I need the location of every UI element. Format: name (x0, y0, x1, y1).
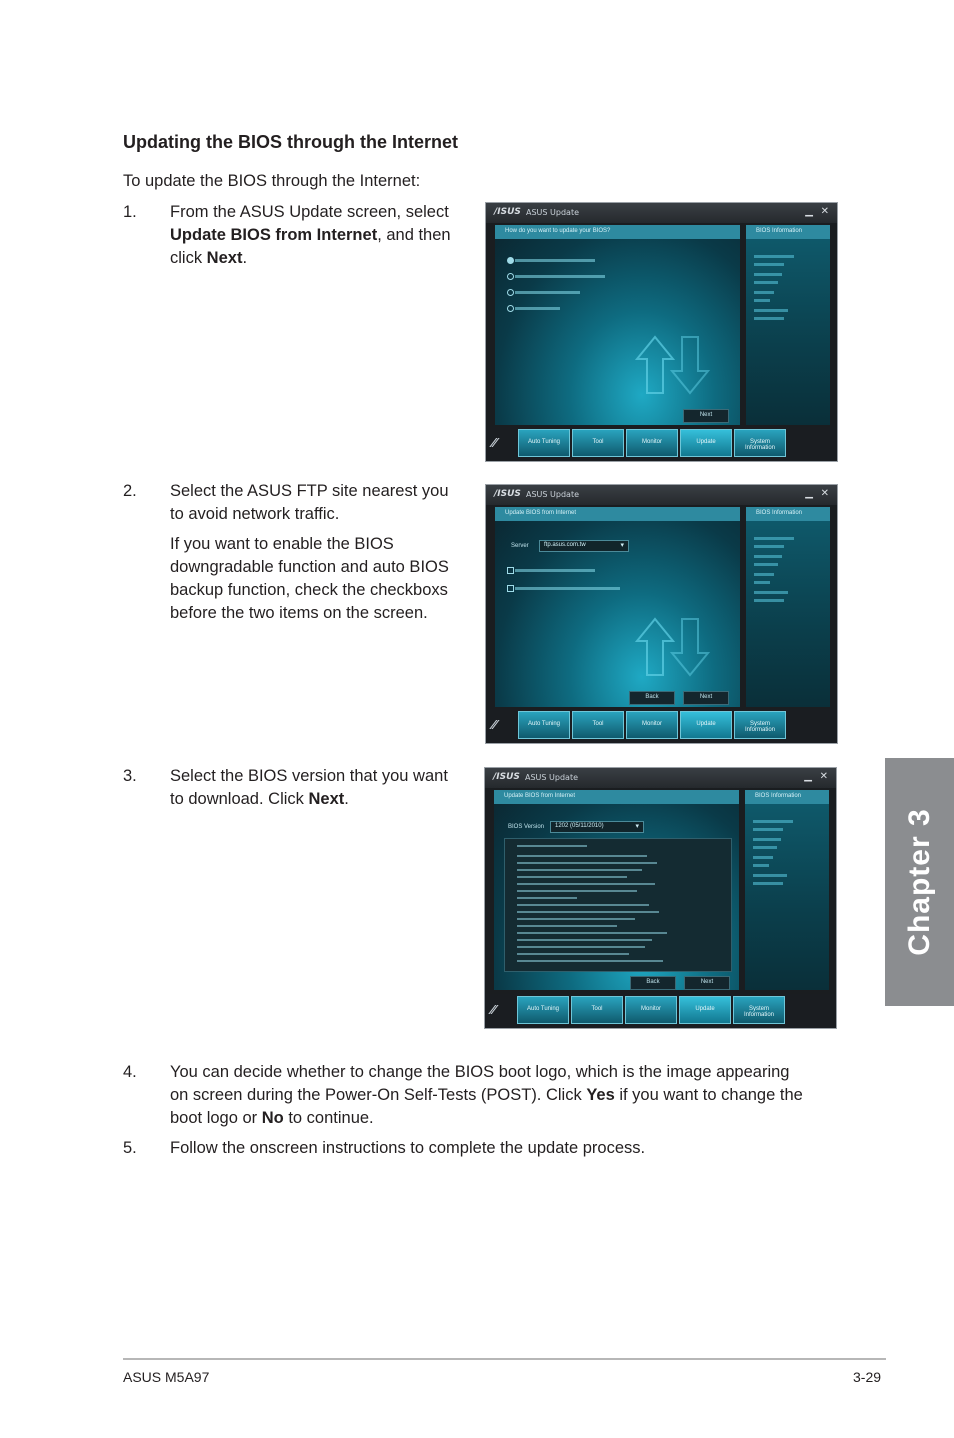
step-2-extra-line-4: before the two items on the screen. (170, 604, 428, 622)
notes-line (517, 925, 617, 927)
next-button-label: Next (700, 979, 714, 985)
step-1-bold-next: Next (206, 249, 243, 267)
window-title: ASUS Update (526, 490, 579, 499)
bios-info-header-text: BIOS Information (756, 228, 803, 234)
info-line (754, 591, 788, 594)
checkbox-auto-backup[interactable] (507, 585, 514, 592)
asus-logo: /ISUS (494, 489, 521, 499)
info-line (754, 281, 778, 284)
update-arrows-icon (635, 615, 715, 681)
toolbar-grip-icon: ⁄⁄ (492, 717, 497, 732)
step-1-line-2 (170, 224, 451, 247)
main-panel-header (495, 507, 740, 521)
next-button[interactable] (684, 976, 730, 990)
bottom-toolbar (486, 427, 837, 461)
section-heading: Updating the BIOS through the Internet (123, 132, 458, 152)
notes-line (517, 855, 647, 857)
next-button-label: Next (699, 412, 713, 418)
bios-info-panel (745, 790, 829, 990)
footer-divider (123, 1358, 886, 1360)
step-4-bold-yes: Yes (586, 1086, 615, 1104)
window-title: ASUS Update (525, 773, 578, 782)
close-icon[interactable]: ✕ (819, 771, 828, 782)
toolbar-label: Tool (592, 721, 604, 727)
bios-info-panel (746, 507, 830, 707)
step-1-text (170, 201, 451, 270)
step-4-line-3-pre: boot logo or (170, 1109, 262, 1127)
toolbar-label: Auto Tuning (526, 1006, 560, 1012)
main-panel (495, 507, 740, 707)
bios-info-header (746, 507, 830, 521)
window-title: ASUS Update (526, 208, 579, 217)
info-line (754, 563, 778, 566)
toolbar-label: System Information (743, 1006, 774, 1018)
info-line (754, 555, 782, 558)
info-line (753, 864, 769, 867)
main-panel (494, 790, 739, 990)
bios-info-panel (746, 225, 830, 425)
info-line (754, 581, 770, 584)
minimize-icon[interactable]: ▁ (804, 771, 812, 782)
toolbar-label: System Information (744, 439, 775, 451)
minimize-icon[interactable]: ▁ (805, 488, 813, 499)
server-select[interactable] (539, 540, 629, 552)
step-4-line-1: You can decide whether to change the BIOS boot logo, which is the image appearing (170, 1063, 790, 1081)
step-2-extra-line-1: If you want to enable the BIOS (170, 535, 394, 553)
bottom-toolbar (486, 709, 837, 743)
toolbar-label: Tool (591, 1006, 603, 1012)
info-line (753, 874, 787, 877)
notes-line (517, 932, 667, 934)
chapter-tab (885, 758, 954, 1006)
toolbar-monitor[interactable] (625, 996, 677, 1024)
checkbox-bios-downgradable[interactable] (507, 567, 514, 574)
step-4-bold-no: No (261, 1109, 284, 1127)
bios-info-header-text: BIOS Information (756, 510, 803, 516)
info-line (753, 838, 781, 841)
option-line (515, 569, 595, 572)
close-icon[interactable]: ✕ (820, 206, 829, 217)
next-button[interactable] (683, 409, 729, 423)
notes-line (517, 953, 629, 955)
toolbar-label: Auto Tuning (527, 439, 561, 445)
toolbar-auto-tuning[interactable] (518, 711, 570, 739)
option-line (515, 259, 595, 262)
step-3-text (170, 765, 448, 811)
release-notes-box[interactable] (504, 838, 732, 972)
server-label: Server (511, 543, 529, 549)
notes-line (517, 890, 637, 892)
step-2-number: 2. (123, 482, 137, 500)
toolbar-tool[interactable] (572, 429, 624, 457)
close-icon[interactable]: ✕ (820, 488, 829, 499)
toolbar-tool[interactable] (571, 996, 623, 1024)
back-button-label: Back (646, 979, 660, 985)
info-line (753, 846, 777, 849)
info-line (754, 309, 788, 312)
toolbar-label: Auto Tuning (527, 721, 561, 727)
notes-line (517, 960, 663, 962)
info-line (753, 856, 773, 859)
step-4-line-3-post: to continue. (283, 1109, 374, 1127)
back-button[interactable] (629, 691, 675, 705)
asus-logo: /ISUS (494, 207, 521, 217)
notes-line (517, 862, 657, 864)
footer-product-name: ASUS M5A97 (123, 1369, 210, 1385)
info-line (754, 255, 794, 258)
step-3-line-2-post: . (344, 790, 349, 808)
option-line (515, 307, 560, 310)
toolbar-grip-icon: ⁄⁄ (492, 435, 497, 450)
option-line (515, 275, 605, 278)
toolbar-update[interactable] (680, 429, 732, 457)
info-line (754, 263, 784, 266)
minimize-icon[interactable]: ▁ (805, 206, 813, 217)
toolbar-system-information[interactable] (734, 711, 786, 739)
toolbar-label: System Information (744, 721, 775, 733)
window-titlebar (485, 768, 836, 788)
toolbar-system-information[interactable] (734, 429, 786, 457)
footer-page-number: 3-29 (853, 1369, 882, 1385)
toolbar-system-information[interactable] (733, 996, 785, 1024)
toolbar-label: Monitor (641, 439, 662, 445)
radio-save-to-file[interactable] (507, 305, 514, 312)
screenshot-select-server (485, 484, 838, 744)
radio-update-from-file[interactable] (507, 289, 514, 296)
asus-logo: /ISUS (493, 772, 520, 782)
version-select-value: 1202 (05/11/2010) (555, 823, 604, 829)
update-arrows-icon (635, 333, 715, 399)
window-titlebar (486, 485, 837, 505)
main-panel-header-text: Update BIOS from Internet (504, 793, 576, 799)
step-1-line-1: From the ASUS Update screen, select (170, 203, 449, 221)
notes-line (517, 883, 655, 885)
main-panel-header-text: Update BIOS from Internet (505, 510, 577, 516)
toolbar-update[interactable] (680, 711, 732, 739)
notes-line (517, 897, 577, 899)
info-line (754, 299, 770, 302)
step-3-number: 3. (123, 767, 137, 785)
version-select[interactable] (550, 821, 644, 833)
toolbar-label: Update (695, 1006, 715, 1012)
info-line (754, 317, 784, 320)
notes-line (517, 946, 645, 948)
step-4-line-2-pre: on screen during the Power-On Self-Tests (POST). Click (170, 1086, 587, 1104)
step-5-text (170, 1137, 645, 1160)
server-select-value: ftp.asus.com.tw (544, 542, 586, 548)
step-2-extra-line-3: backup function, check the checkboxs (170, 581, 448, 599)
step-3-line-1: Select the BIOS version that you want (170, 767, 448, 785)
notes-line (517, 876, 627, 878)
toolbar-auto-tuning[interactable] (518, 429, 570, 457)
back-button[interactable] (630, 976, 676, 990)
step-2-line-1: Select the ASUS FTP site nearest you (170, 482, 449, 500)
step-2-extra-line-2: downgradable function and auto BIOS (170, 558, 449, 576)
chevron-down-icon: ▾ (635, 823, 639, 830)
info-line (754, 599, 784, 602)
bios-info-header (745, 790, 829, 804)
toolbar-label: Tool (592, 439, 604, 445)
step-2-line-2: to avoid network traffic. (170, 505, 340, 523)
info-line (754, 273, 782, 276)
step-4-number: 4. (123, 1063, 137, 1081)
step-4-line-2 (170, 1084, 803, 1107)
next-button-label: Next (699, 694, 713, 700)
info-line (754, 537, 794, 540)
notes-line (517, 918, 635, 920)
notes-line (517, 869, 642, 871)
step-1-line-2-rest: , and then (377, 226, 451, 244)
bottom-toolbar (485, 994, 836, 1028)
next-button[interactable] (683, 691, 729, 705)
info-line (753, 820, 793, 823)
bios-info-header-text: BIOS Information (755, 793, 802, 799)
step-3-line-2-pre: to download. Click (170, 790, 309, 808)
option-line (515, 587, 620, 590)
step-3-bold-next: Next (308, 790, 345, 808)
step-1-line-3 (170, 247, 451, 270)
toolbar-label: Monitor (640, 1006, 661, 1012)
option-line (515, 291, 580, 294)
intro-text: To update the BIOS through the Internet: (123, 172, 421, 190)
step-1-line-3-pre: click (170, 249, 207, 267)
toolbar-grip-icon: ⁄⁄ (491, 1002, 496, 1017)
notes-line (517, 911, 659, 913)
chapter-tab-label: Chapter 3 (902, 808, 936, 956)
step-4-text (170, 1061, 803, 1130)
bios-info-header (746, 225, 830, 239)
chevron-down-icon: ▾ (620, 542, 624, 549)
step-1-number: 1. (123, 203, 137, 221)
radio-download-from-internet[interactable] (507, 273, 514, 280)
radio-update-from-internet[interactable] (507, 257, 514, 264)
toolbar-tool[interactable] (572, 711, 624, 739)
toolbar-label: Update (696, 439, 716, 445)
step-4-line-2-post: if you want to change the (614, 1086, 803, 1104)
toolbar-label: Update (696, 721, 716, 727)
window-titlebar (486, 203, 837, 223)
step-4-line-3 (170, 1107, 803, 1130)
info-line (754, 291, 774, 294)
notes-line (517, 845, 587, 847)
version-label: BIOS Version (508, 824, 545, 830)
info-line (754, 545, 784, 548)
main-panel-header (494, 790, 739, 804)
step-2-text (170, 480, 449, 526)
toolbar-auto-tuning[interactable] (517, 996, 569, 1024)
screenshot-update-method (485, 202, 838, 462)
notes-line (517, 904, 649, 906)
back-button-label: Back (645, 694, 659, 700)
toolbar-label: Monitor (641, 721, 662, 727)
step-5-number: 5. (123, 1139, 137, 1157)
step-3-line-2 (170, 788, 448, 811)
screenshot-select-version (484, 767, 837, 1029)
toolbar-monitor[interactable] (626, 711, 678, 739)
step-1-bold-update-bios: Update BIOS from Internet (170, 226, 378, 244)
main-panel-header-text: How do you want to update your BIOS? (505, 228, 611, 234)
info-line (753, 828, 783, 831)
info-line (754, 573, 774, 576)
notes-line (517, 939, 652, 941)
step-1-line-3-post: . (242, 249, 248, 267)
toolbar-monitor[interactable] (626, 429, 678, 457)
toolbar-update[interactable] (679, 996, 731, 1024)
info-line (753, 882, 783, 885)
main-panel (495, 225, 740, 425)
step-2-extra-text (170, 533, 449, 625)
step-5-line-1: Follow the onscreen instructions to complete the update process. (170, 1139, 646, 1157)
main-panel-header (495, 225, 740, 239)
